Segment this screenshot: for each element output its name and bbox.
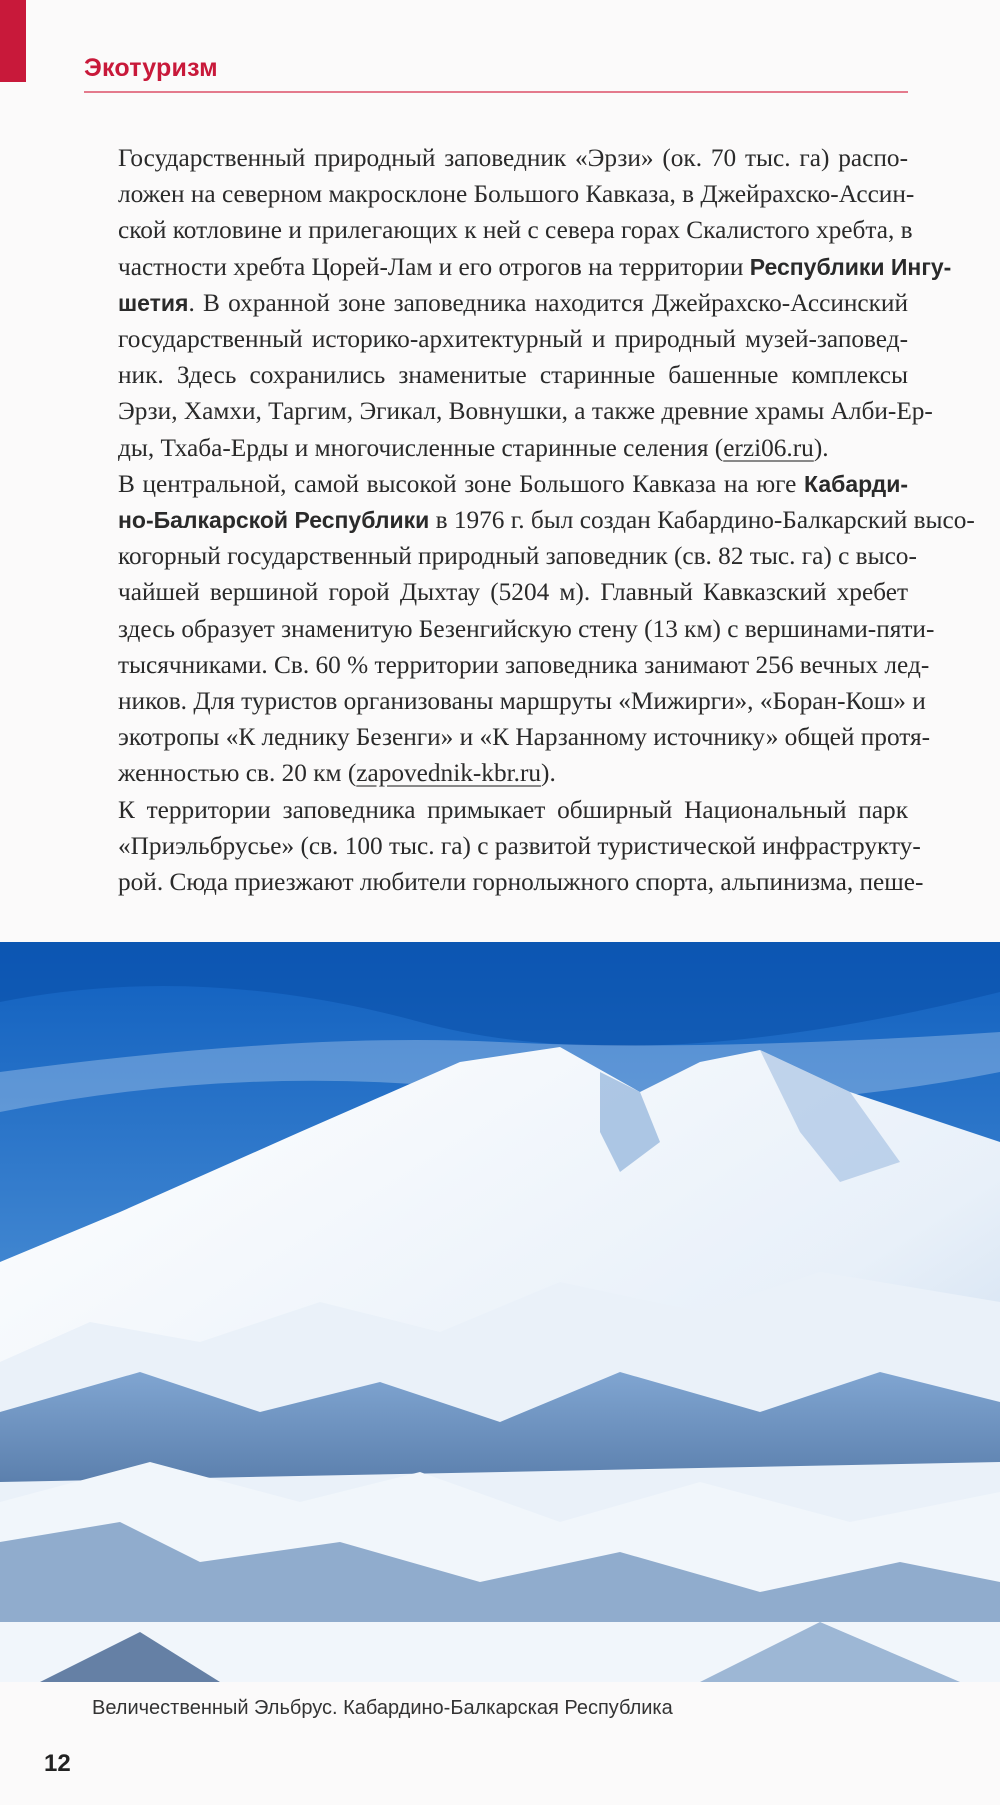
text-fragment: В центральной, самой высокой зоне Большого Кавказа на юге [118,469,797,498]
text-line: ской котловине и прилегающих к ней с севера горах Скалистого хребта, в [118,216,913,245]
text-line: чайшей вершиной горой Дыхтау (5204 м). Главный Кавказский хребет [118,578,908,607]
text-line [86,502,975,538]
page-number: 12 [44,1750,71,1777]
text-fragment: ды, Тхаба-Ерды и многочисленные старинные селения ( [118,433,724,462]
text-fragment: женностью св. 20 км ( [118,759,357,788]
text-line [86,755,908,791]
mountain-illustration [0,942,1000,1682]
text-line: тысячниками. Св. 60 % территории заповедника занимают 256 вечных лед- [118,650,930,679]
text-line [86,249,952,285]
text-fragment: частности хребта Цорей-Лам и его отрогов на территории [118,252,744,281]
text-line: экотропы «К леднику Безенги» и «К Нарзанному источнику» общей протя- [118,723,931,752]
corner-color-mark [0,0,26,82]
text-line: «Приэльбрусье» (св. 100 тыс. га) с развитой туристической инфраструкту- [118,831,921,860]
text-line: К территории заповедника примыкает обширный Национальный парк [118,795,908,824]
text-line [86,285,908,321]
section-title: Экотуризм [84,54,218,82]
text-line: ложен на северном макросклоне Большого Кавказа, в Джейрахско-Ассин- [118,180,915,209]
elbrus-photo [0,942,1000,1682]
website-link[interactable]: erzi06.ru [723,433,814,462]
website-link[interactable]: zapovednik-kbr.ru [356,759,542,788]
bold-term: Республики Ингу- [749,253,952,280]
paragraph-erzi [86,140,952,466]
text-line: Государственный природный заповедник «Эрзи» (ок. 70 тыс. га) распо- [118,144,908,172]
text-line: ников. Для туристов организованы маршруты «Мижирги», «Боран-Кош» и [118,687,926,716]
article-body [86,140,975,900]
text-line: государственный историко-архитектурный и природный музей-заповед- [118,325,908,354]
text-fragment: ). [813,433,829,462]
text-line: ник. Здесь сохранились знаменитые старинные башенные комплексы [118,361,908,390]
text-line: когорный государственный природный заповедник (св. 82 тыс. га) с высо- [118,542,917,571]
bold-term: но-Балкарской Республики [118,507,430,534]
bold-term: Кабарди- [804,470,908,497]
bold-term: шетия [118,289,189,316]
text-line: Эрзи, Хамхи, Таргим, Эгикал, Вовнушки, а также древние храмы Алби-Ер- [118,397,933,426]
text-fragment: в 1976 г. был создан Кабардино-Балкарский высо- [435,506,975,535]
text-line: здесь образует знаменитую Безенгийскую стену (13 км) с вершинами-пяти- [118,614,935,643]
photo-caption: Величественный Эльбрус. Кабардино-Балкарская Республика [92,1697,673,1719]
text-line [86,430,908,466]
text-fragment: ). [541,759,556,788]
paragraph-elbrus-park [86,792,924,901]
paragraph-kbr-reserve [86,466,975,792]
header-divider [84,91,908,93]
text-line [86,466,908,502]
text-line: рой. Сюда приезжают любители горнолыжного спорта, альпинизма, пеше- [118,868,924,897]
text-fragment: . В охранной зоне заповедника находится Джейрахско-Ассинский [188,288,908,317]
